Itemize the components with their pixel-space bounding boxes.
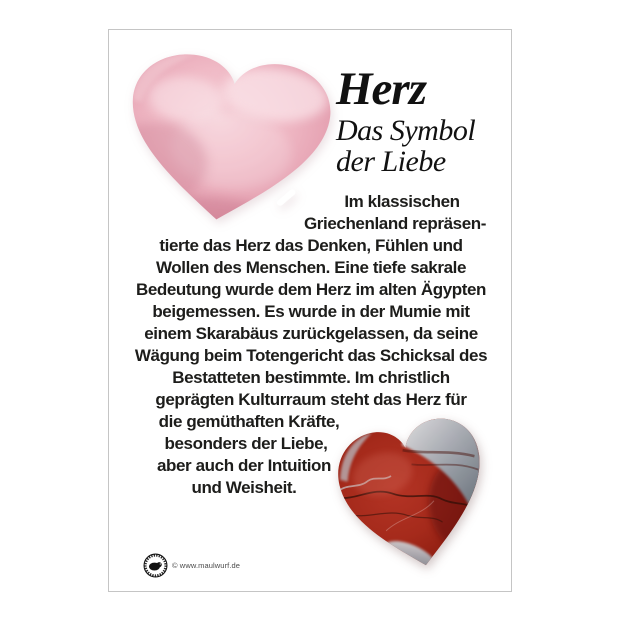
body-text <box>115 191 507 499</box>
title-block <box>336 63 508 178</box>
body-text-line: Wollen des Menschen. Eine tiefe sakrale <box>155 258 467 277</box>
body-text-line: einem Skarabäus zurückgelassen, da seine <box>144 324 478 343</box>
maulwurf-mole-logo-icon <box>143 553 168 578</box>
info-card <box>108 29 512 592</box>
body-text-line: geprägten Kulturraum steht das Herz für <box>155 390 467 409</box>
page-title: Herz <box>336 63 426 115</box>
body-text-line: aber auch der Intuition <box>156 456 332 475</box>
body-text-line: Wägung beim Totengericht das Schicksal des <box>134 346 488 365</box>
copyright-text: © www.maulwurf.de <box>172 560 241 570</box>
body-text-line: Bedeutung wurde dem Herz im alten Ägypten <box>135 280 487 299</box>
subtitle-line: Das Symbol <box>336 114 476 147</box>
body-text-line: Bestatteten bestimmte. Im christlich <box>172 368 450 387</box>
body-text-line: Griechenland repräsen- <box>303 214 487 233</box>
body-text-line: tierte das Herz das Denken, Fühlen und <box>159 236 463 255</box>
body-text-line: besonders der Liebe, <box>164 434 328 453</box>
body-text-line: beigemessen. Es wurde in der Mumie mit <box>152 302 470 321</box>
body-text-line: und Weisheit. <box>191 478 297 497</box>
subtitle-line: der Liebe <box>336 145 446 178</box>
subtitle <box>336 115 508 177</box>
body-text-line: Im klassischen <box>344 192 460 211</box>
footer <box>143 552 240 578</box>
body-text-line: die gemüthaften Kräfte, <box>158 412 340 431</box>
